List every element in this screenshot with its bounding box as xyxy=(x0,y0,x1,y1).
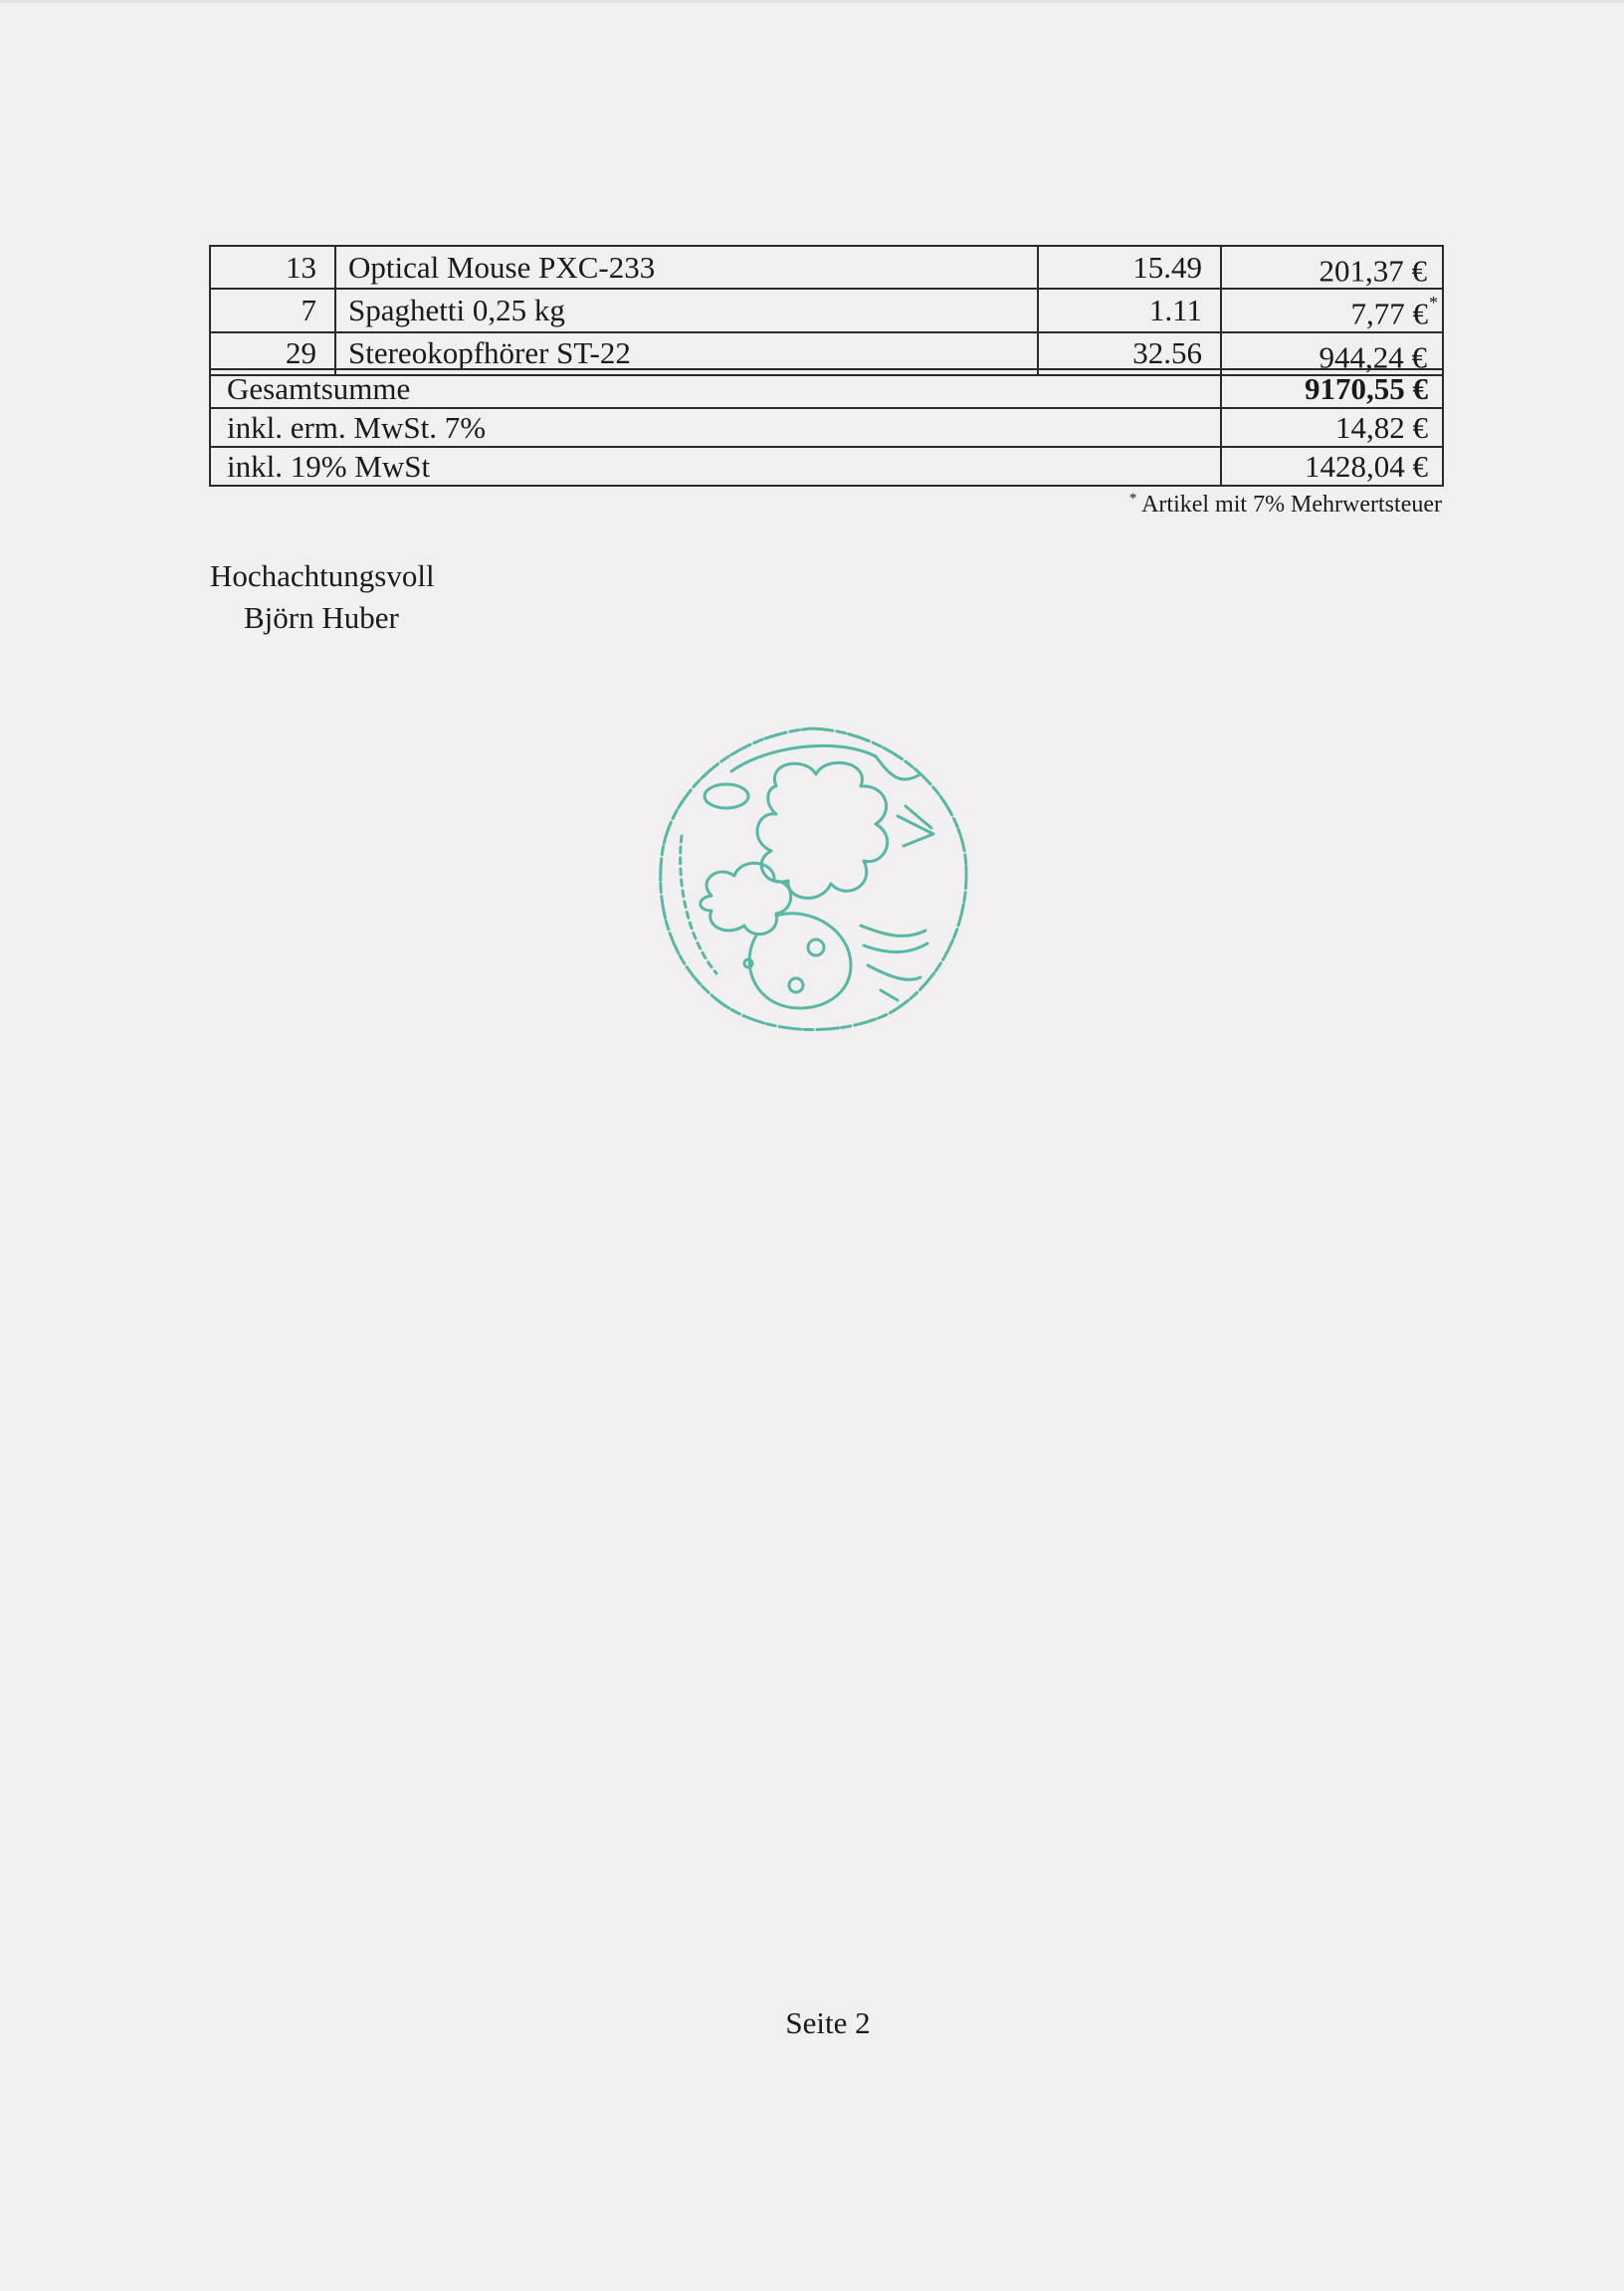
line-items-table xyxy=(209,245,1444,376)
item-total: 201,37 € xyxy=(1319,253,1427,289)
item-quantity: 7 xyxy=(210,289,335,331)
page-number: Seite 2 xyxy=(785,2005,871,2040)
closing-salutation: Hochachtungsvoll xyxy=(210,558,435,593)
item-description: Stereokopfhörer ST-22 xyxy=(335,332,1038,375)
table-row xyxy=(210,289,1443,331)
signer-name: Björn Huber xyxy=(244,600,399,635)
table-row xyxy=(210,447,1443,486)
item-description: Spaghetti 0,25 kg xyxy=(335,289,1038,331)
reduced-vat-value: 14,82 € xyxy=(1221,408,1443,447)
item-unit-price: 32.56 xyxy=(1038,332,1221,375)
item-quantity: 29 xyxy=(210,332,335,375)
table-row xyxy=(210,408,1443,447)
item-total-cell xyxy=(1221,246,1443,289)
footnote xyxy=(995,491,1442,519)
stamp-icon xyxy=(637,717,975,1035)
table-row xyxy=(210,246,1443,289)
grand-total-label: Gesamtsumme xyxy=(210,369,1221,408)
item-unit-price: 15.49 xyxy=(1038,246,1221,289)
item-quantity: 13 xyxy=(210,246,335,289)
table-row xyxy=(210,369,1443,408)
standard-vat-label: inkl. 19% MwSt xyxy=(210,447,1221,486)
item-total: 7,77 € xyxy=(1350,296,1428,331)
footnote-mark: * xyxy=(1128,491,1137,507)
vat-mark: * xyxy=(1429,293,1438,313)
grand-total-value: 9170,55 € xyxy=(1221,369,1443,408)
item-unit-price: 1.11 xyxy=(1038,289,1221,331)
reduced-vat-label: inkl. erm. MwSt. 7% xyxy=(210,408,1221,447)
item-description: Optical Mouse PXC-233 xyxy=(335,246,1038,289)
totals-table xyxy=(209,368,1444,487)
item-total-cell xyxy=(1221,289,1443,331)
standard-vat-value: 1428,04 € xyxy=(1221,447,1443,486)
item-total: 944,24 € xyxy=(1319,338,1427,374)
footnote-text: Artikel mit 7% Mehrwertsteuer xyxy=(1141,492,1442,518)
